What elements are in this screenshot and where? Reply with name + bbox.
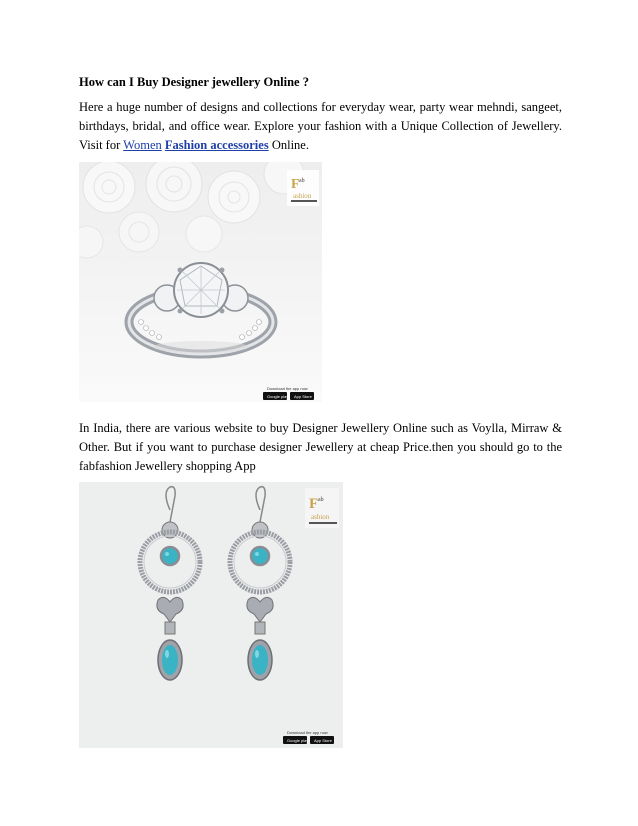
download-text: Download the app now	[287, 730, 328, 735]
svg-text:ashion: ashion	[311, 513, 330, 521]
app-download-badges	[279, 730, 339, 748]
women-link[interactable]: Women	[123, 138, 162, 152]
intro-paragraph	[79, 98, 562, 155]
svg-text:ab: ab	[318, 497, 324, 503]
google-play-badge[interactable]: Google play	[267, 394, 289, 399]
right-earring	[230, 487, 290, 680]
app-store-badge[interactable]: App Store	[294, 394, 312, 399]
intro-text: Here a huge number of designs and collections for everyday wear, party wear mehndi, sangeet, birthdays, bridal, and office wear. Explore your fashion with a Unique Collection of Jewellery. Visit for	[79, 100, 562, 152]
roses-background	[79, 162, 304, 258]
app-download-badges	[259, 386, 319, 402]
fab-fashion-logo	[287, 170, 319, 206]
download-text: Download the app now	[267, 386, 308, 391]
ring-image	[79, 162, 322, 402]
google-play-badge[interactable]: Google play	[287, 738, 309, 743]
svg-text:F: F	[291, 177, 300, 192]
earrings-image	[79, 482, 343, 748]
earrings-illustration	[79, 482, 343, 748]
ring-illustration	[79, 162, 322, 402]
fashion-accessories-link[interactable]: Fashion accessories	[164, 138, 269, 152]
fab-fashion-logo	[305, 488, 339, 528]
app-store-badge[interactable]: App Store	[314, 738, 332, 743]
intro-text-end: Online.	[268, 138, 309, 152]
svg-text:ashion: ashion	[293, 192, 312, 200]
left-earring	[140, 487, 200, 680]
svg-text:F: F	[309, 496, 319, 512]
page-title: How can I Buy Designer jewellery Online ?	[79, 75, 309, 89]
svg-text:ab: ab	[299, 178, 305, 184]
body-paragraph: In India, there are various website to buy Designer Jewellery Online such as Voylla, Mirraw & Other. But if you want to purchase designer Jewellery at cheap Price.then you should go to the fabfashion Jewellery shopping App	[79, 421, 562, 473]
